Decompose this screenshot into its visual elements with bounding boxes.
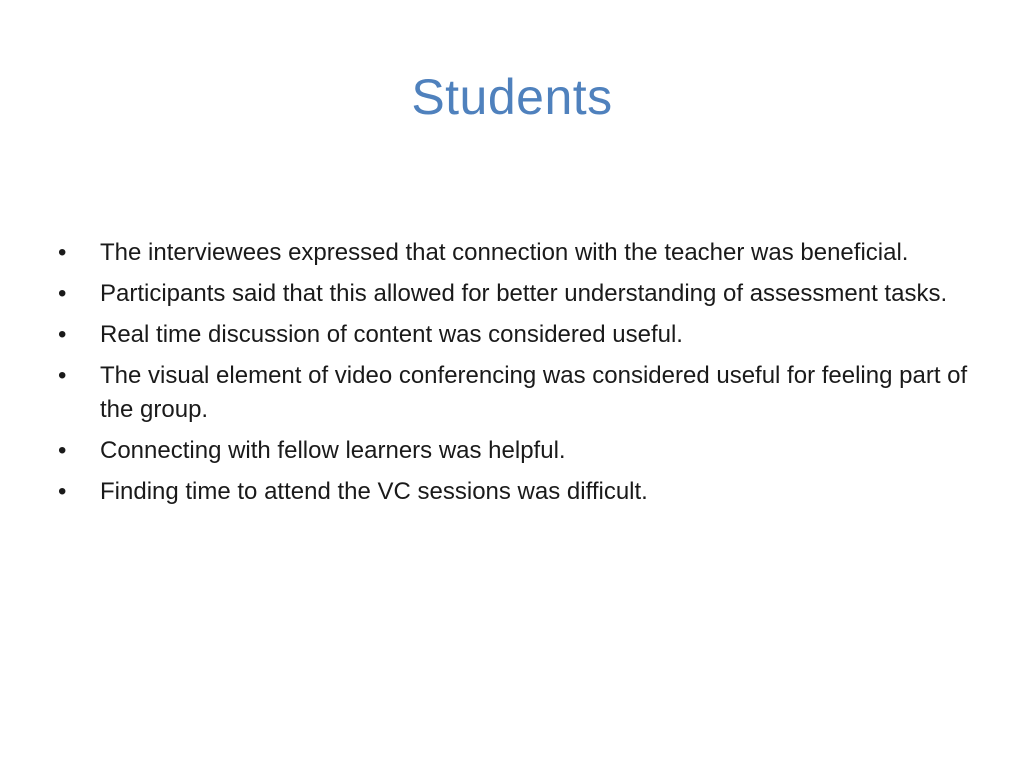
bullet-text: Connecting with fellow learners was helpful. xyxy=(100,437,566,464)
bullet-item xyxy=(58,359,978,427)
bullet-dot-icon: • xyxy=(58,239,67,266)
bullet-dot-icon: • xyxy=(58,321,67,348)
bullet-text: Real time discussion of content was considered useful. xyxy=(100,321,683,348)
slide-title: Students xyxy=(411,69,613,125)
bullet-item xyxy=(58,277,978,311)
bullet-item xyxy=(58,475,978,509)
bullet-text: Finding time to attend the VC sessions was difficult. xyxy=(100,478,648,505)
bullet-text: The visual element of video conferencing was considered useful for feeling part of the group. xyxy=(100,362,968,423)
bullet-item xyxy=(58,318,978,352)
bullet-dot-icon: • xyxy=(58,362,67,389)
bullet-dot-icon: • xyxy=(58,478,67,505)
bullet-text: The interviewees expressed that connection with the teacher was beneficial. xyxy=(100,239,909,266)
bullet-list xyxy=(58,236,978,516)
bullet-dot-icon: • xyxy=(58,280,67,307)
bullet-item xyxy=(58,236,978,270)
bullet-dot-icon: • xyxy=(58,437,67,464)
bullet-text: Participants said that this allowed for better understanding of assessment tasks. xyxy=(100,280,948,307)
bullet-item xyxy=(58,434,978,468)
